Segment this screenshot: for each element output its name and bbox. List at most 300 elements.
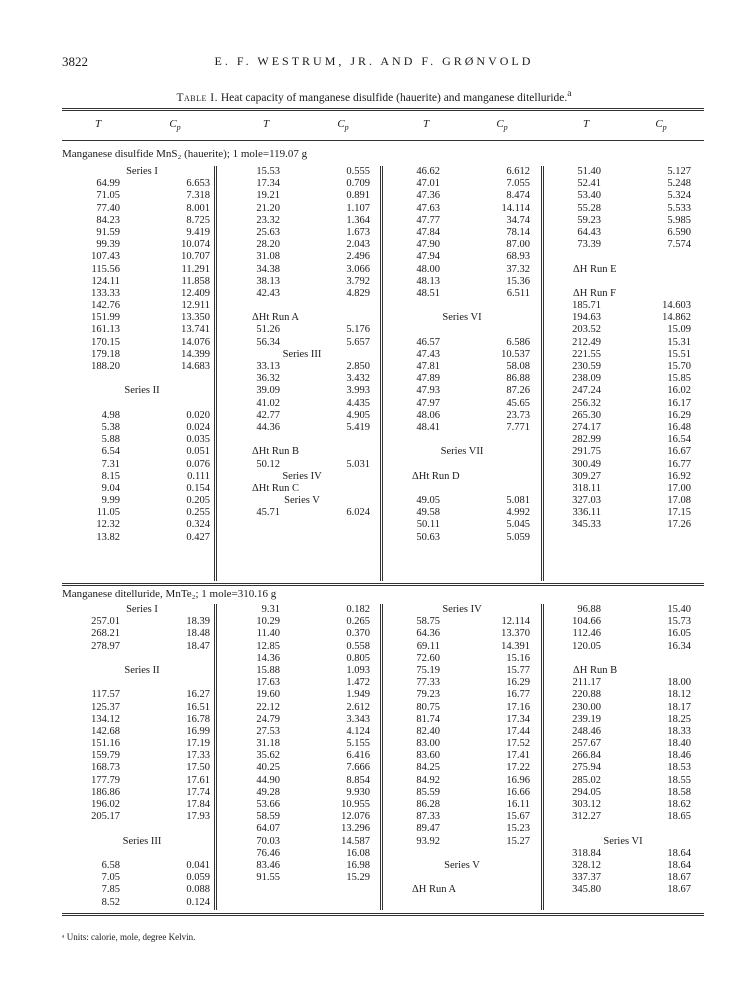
series-heading: Series II [124, 664, 160, 676]
heat-capacity-value: 9.419 [186, 226, 210, 238]
table-row [543, 434, 703, 446]
heat-capacity-value: 16.48 [667, 421, 691, 433]
row-gap [222, 434, 382, 446]
heat-capacity-value: 15.36 [506, 275, 530, 287]
table-row [382, 762, 542, 774]
column-header-t: T [582, 118, 590, 130]
table-row [62, 775, 222, 787]
series-heading: Series III [122, 835, 162, 847]
temperature-value: 327.03 [572, 495, 601, 507]
temperature-value: 9.04 [101, 482, 120, 494]
heat-capacity-value: 17.84 [186, 799, 210, 810]
table-row [62, 483, 222, 495]
temperature-value: 247.24 [572, 385, 601, 397]
heat-capacity-value: 7.666 [346, 762, 370, 774]
heat-capacity-value: 0.059 [186, 872, 210, 884]
table-row [222, 459, 382, 471]
table-row [62, 702, 222, 714]
column-header-cp: $C_p$ [169, 118, 181, 133]
table-row [222, 190, 382, 202]
temperature-value: 230.59 [572, 361, 601, 372]
table-row [222, 848, 382, 860]
series-heading-row [222, 349, 382, 361]
temperature-value: 4.98 [101, 409, 120, 421]
table-row [382, 775, 542, 787]
table-row [543, 726, 703, 738]
heat-capacity-value: 18.64 [667, 859, 691, 871]
heat-capacity-value: 0.020 [186, 409, 210, 421]
temperature-value: 239.19 [572, 713, 601, 725]
heat-capacity-value: 15.09 [667, 324, 691, 336]
temperature-value: 64.07 [256, 823, 280, 835]
heat-capacity-value: 5.657 [346, 336, 370, 348]
heat-capacity-value: 1.107 [346, 202, 370, 214]
heat-capacity-value: 4.124 [346, 725, 370, 737]
table-row [62, 738, 222, 750]
row-gap [382, 434, 542, 446]
table-row [543, 337, 703, 349]
heat-capacity-value: 17.61 [186, 774, 210, 786]
heat-capacity-value: 3.066 [346, 263, 370, 275]
table-row [62, 799, 222, 811]
table-row [543, 750, 703, 762]
row-gap [382, 872, 542, 884]
heat-capacity-value: 18.00 [667, 677, 691, 689]
temperature-value: 256.32 [572, 397, 601, 409]
heat-capacity-value: 0.111 [187, 470, 210, 482]
column-header-t: T [422, 118, 430, 130]
heat-capacity-value: 5.985 [667, 214, 691, 226]
temperature-value: 11.40 [256, 628, 280, 640]
table-row [222, 215, 382, 227]
table-row [62, 337, 222, 349]
heat-capacity-value: 15.85 [667, 373, 691, 385]
temperature-value: 318.11 [572, 482, 601, 494]
heat-capacity-value: 16.34 [667, 640, 691, 652]
table-row [543, 495, 703, 507]
table-row [543, 422, 703, 434]
heat-capacity-value: 5.031 [346, 458, 370, 470]
temperature-value: 238.09 [572, 373, 601, 385]
temperature-value: 104.66 [572, 616, 601, 628]
temperature-value: 5.38 [101, 421, 120, 433]
heat-capacity-value: 10.955 [341, 799, 370, 810]
section-divider-rule [62, 583, 704, 586]
heat-capacity-value: 16.29 [667, 409, 691, 421]
heat-capacity-value: 5.324 [667, 190, 691, 202]
heat-capacity-value: 17.50 [186, 762, 210, 774]
temperature-value: 55.28 [577, 202, 601, 214]
temperature-value: 10.29 [256, 616, 280, 628]
heat-capacity-value: 6.590 [667, 226, 691, 238]
temperature-value: 188.20 [91, 361, 120, 372]
temperature-value: 168.73 [91, 762, 120, 774]
temperature-value: 47.81 [416, 361, 440, 372]
table-row [382, 507, 542, 519]
temperature-value: 230.00 [572, 701, 601, 713]
temperature-value: 318.84 [572, 847, 601, 859]
table-row [543, 373, 703, 385]
heat-capacity-value: 15.29 [346, 872, 370, 884]
heat-capacity-value: 3.343 [346, 713, 370, 725]
heat-capacity-value: 17.00 [667, 482, 691, 494]
heat-capacity-value: 1.364 [346, 214, 370, 226]
table-row [62, 495, 222, 507]
table-row [382, 836, 542, 848]
table-row [62, 811, 222, 823]
table-row [222, 276, 382, 288]
heat-capacity-value: 14.862 [662, 312, 691, 324]
heat-capacity-value: 0.182 [346, 604, 370, 615]
table-row [62, 897, 222, 909]
series-heading-row [382, 604, 542, 616]
table-row [382, 264, 542, 276]
heat-capacity-value: 3.432 [346, 373, 370, 385]
row-gap [62, 398, 222, 410]
table-row [222, 227, 382, 239]
heat-capacity-value: 18.67 [667, 872, 691, 884]
temperature-value: 134.12 [91, 713, 120, 725]
row-gap [62, 848, 222, 860]
temperature-value: 151.99 [91, 312, 120, 324]
temperature-value: 86.28 [416, 799, 440, 810]
temperature-value: 45.71 [256, 507, 280, 519]
temperature-value: 52.41 [577, 178, 601, 190]
table-row [222, 787, 382, 799]
table-row [382, 532, 542, 544]
table-row [543, 190, 703, 202]
heat-capacity-value: 16.92 [667, 470, 691, 482]
table-row [62, 276, 222, 288]
temperature-value: 345.33 [572, 519, 601, 531]
temperature-value: 8.52 [101, 896, 120, 908]
row-gap [222, 300, 382, 312]
row-gap [62, 677, 222, 689]
heat-capacity-value: 16.17 [667, 397, 691, 409]
heat-capacity-value: 6.511 [506, 287, 530, 299]
temperature-value: 194.63 [572, 312, 601, 324]
table-row [382, 665, 542, 677]
table-row [222, 239, 382, 251]
temperature-value: 38.13 [256, 275, 280, 287]
series-heading-row [62, 665, 222, 677]
heat-capacity-value: 18.12 [667, 689, 691, 701]
table-row [222, 750, 382, 762]
table-row [222, 628, 382, 640]
heat-capacity-value: 16.05 [667, 628, 691, 640]
table-row [222, 775, 382, 787]
heat-capacity-value: 4.992 [506, 507, 530, 519]
heat-capacity-value: 15.70 [667, 361, 691, 372]
temperature-value: 84.92 [416, 774, 440, 786]
heat-capacity-value: 13.741 [181, 324, 210, 336]
series-heading: Series V [444, 859, 480, 871]
heat-capacity-value: 2.850 [346, 361, 370, 372]
row-gap [543, 251, 703, 263]
temperature-value: 80.75 [416, 701, 440, 713]
temperature-value: 22.12 [256, 701, 280, 713]
heat-capacity-value: 8.001 [186, 202, 210, 214]
series-heading: Series IV [442, 604, 482, 615]
heat-capacity-value: 18.53 [667, 762, 691, 774]
row-gap [62, 823, 222, 835]
table-row [382, 653, 542, 665]
mnte2-column-4 [543, 604, 703, 897]
temperature-value: 9.31 [261, 604, 280, 615]
heat-capacity-value: 17.15 [667, 507, 691, 519]
heat-capacity-value: 16.66 [506, 786, 530, 798]
heat-capacity-value: 18.33 [667, 725, 691, 737]
table-row [62, 714, 222, 726]
table-row [382, 714, 542, 726]
temperature-value: 265.30 [572, 409, 601, 421]
heat-capacity-value: 0.805 [346, 652, 370, 664]
table-row [222, 653, 382, 665]
heat-capacity-value: 18.40 [667, 738, 691, 750]
table-row [382, 689, 542, 701]
series-heading-row [222, 471, 382, 483]
table-row [543, 178, 703, 190]
heat-capacity-value: 16.11 [506, 799, 530, 810]
heat-capacity-value: 15.31 [667, 336, 691, 348]
table-row [222, 264, 382, 276]
table-row [62, 300, 222, 312]
heat-capacity-value: 0.076 [186, 458, 210, 470]
heat-capacity-value: 4.905 [346, 409, 370, 421]
temperature-value: 17.63 [256, 677, 280, 689]
temperature-value: 85.59 [416, 786, 440, 798]
heat-capacity-value: 5.248 [667, 178, 691, 190]
table-row [543, 628, 703, 640]
temperature-value: 7.85 [101, 884, 120, 896]
page-number: 3822 [62, 54, 88, 69]
table-row [222, 738, 382, 750]
row-gap [543, 823, 703, 835]
temperature-value: 124.11 [91, 275, 120, 287]
table-row [62, 410, 222, 422]
table-row [62, 288, 222, 300]
temperature-value: 28.20 [256, 239, 280, 251]
temperature-value: 47.97 [416, 397, 440, 409]
temperature-value: 159.79 [91, 750, 120, 762]
temperature-value: 93.92 [416, 835, 440, 847]
heat-capacity-value: 17.41 [506, 750, 530, 762]
temperature-value: 151.16 [91, 738, 120, 750]
temperature-value: 205.17 [91, 811, 120, 823]
series-heading-row [382, 860, 542, 872]
table-row [543, 738, 703, 750]
table-row [382, 519, 542, 531]
heat-capacity-value: 18.67 [667, 884, 691, 896]
table-row [62, 203, 222, 215]
table-row [543, 714, 703, 726]
temperature-value: 196.02 [91, 799, 120, 810]
temperature-value: 115.56 [91, 263, 120, 275]
row-gap [62, 373, 222, 385]
heat-capacity-value: 3.792 [346, 275, 370, 287]
table-row [62, 349, 222, 361]
table-row [543, 215, 703, 227]
column-header-cp: $C_p$ [496, 118, 508, 133]
temperature-value: 84.23 [96, 214, 120, 226]
temperature-value: 221.55 [572, 348, 601, 360]
table-row [543, 702, 703, 714]
temperature-value: 9.99 [101, 495, 120, 507]
table-row [382, 288, 542, 300]
temperature-value: 51.26 [256, 324, 280, 336]
heat-capacity-value: 37.32 [506, 263, 530, 275]
table-row [382, 495, 542, 507]
table-row [543, 398, 703, 410]
temperature-value: 75.19 [416, 664, 440, 676]
series-heading-row [382, 312, 542, 324]
table-row [543, 446, 703, 458]
table-row [382, 239, 542, 251]
temperature-value: 112.46 [572, 628, 601, 640]
temperature-value: 211.17 [572, 677, 601, 689]
table-row [382, 750, 542, 762]
temperature-value: 47.90 [416, 239, 440, 251]
series-heading: Series V [284, 495, 320, 507]
heat-capacity-value: 17.52 [506, 738, 530, 750]
temperature-value: 42.77 [256, 409, 280, 421]
temperature-value: 83.46 [256, 859, 280, 871]
heat-capacity-value: 16.02 [667, 385, 691, 397]
heat-capacity-value: 0.555 [346, 166, 370, 177]
temperature-value: 58.75 [416, 616, 440, 628]
heat-capacity-value: 0.051 [186, 446, 210, 458]
temperature-value: 212.49 [572, 336, 601, 348]
series-heading: Series IV [282, 470, 322, 482]
series-heading-row [222, 495, 382, 507]
heat-capacity-value: 15.67 [506, 811, 530, 823]
temperature-value: 186.86 [91, 786, 120, 798]
heat-capacity-value: 58.08 [506, 361, 530, 372]
heat-capacity-value: 0.035 [186, 434, 210, 446]
temperature-value: 31.18 [256, 738, 280, 750]
table-row [222, 337, 382, 349]
table-row [543, 227, 703, 239]
table-row [62, 616, 222, 628]
heat-capacity-value: 0.154 [186, 482, 210, 494]
heat-capacity-value: 0.709 [346, 178, 370, 190]
table-row [222, 324, 382, 336]
table-row [543, 762, 703, 774]
row-gap [543, 276, 703, 288]
table-row [382, 190, 542, 202]
table-row [222, 166, 382, 178]
table-row [382, 787, 542, 799]
row-gap [382, 483, 542, 495]
heat-capacity-value: 3.993 [346, 385, 370, 397]
table-row [382, 251, 542, 263]
table-row [543, 799, 703, 811]
heat-capacity-value: 14.114 [501, 202, 530, 214]
mns2-column-3 [382, 166, 542, 544]
table-row [543, 787, 703, 799]
heat-capacity-value: 12.114 [501, 616, 530, 628]
heat-capacity-value: 15.73 [667, 616, 691, 628]
table-row [543, 641, 703, 653]
table-row [382, 385, 542, 397]
column-header-cp: $C_p$ [337, 118, 349, 133]
run-heading: ΔHt Run D [412, 470, 460, 482]
table-row [62, 641, 222, 653]
table-row [543, 483, 703, 495]
run-heading: ΔH Run F [573, 287, 616, 299]
temperature-value: 15.88 [256, 664, 280, 676]
temperature-value: 17.34 [256, 178, 280, 190]
run-heading: ΔH Run E [573, 263, 617, 275]
table-row [543, 361, 703, 373]
temperature-value: 23.32 [256, 214, 280, 226]
temperature-value: 83.60 [416, 750, 440, 762]
table-row [222, 726, 382, 738]
heat-capacity-value: 16.99 [186, 725, 210, 737]
table-row [222, 203, 382, 215]
heat-capacity-value: 15.23 [506, 823, 530, 835]
temperature-value: 44.36 [256, 421, 280, 433]
series-heading: Series III [282, 348, 322, 360]
table-row [222, 714, 382, 726]
table-row [543, 604, 703, 616]
table-row [382, 166, 542, 178]
temperature-value: 64.43 [577, 226, 601, 238]
temperature-value: 49.58 [416, 507, 440, 519]
heat-capacity-value: 2.612 [346, 701, 370, 713]
temperature-value: 11.05 [96, 507, 120, 519]
temperature-value: 83.00 [416, 738, 440, 750]
table-row [62, 361, 222, 373]
table-row [62, 239, 222, 251]
temperature-value: 34.38 [256, 263, 280, 275]
footnote: ᵃ Units: calorie, mole, degree Kelvin. [62, 932, 196, 942]
mnte2-column-2 [222, 604, 382, 884]
run-heading-row [222, 312, 382, 324]
temperature-value: 336.11 [572, 507, 601, 519]
table-row [62, 190, 222, 202]
temperature-value: 7.05 [101, 872, 120, 884]
run-heading-row [543, 665, 703, 677]
heat-capacity-value: 7.055 [506, 178, 530, 190]
table-label: Table I. [176, 91, 218, 104]
table-row [382, 738, 542, 750]
temperature-value: 56.34 [256, 336, 280, 348]
heat-capacity-value: 14.399 [181, 348, 210, 360]
heat-capacity-value: 17.08 [667, 495, 691, 507]
table-row [382, 823, 542, 835]
heat-capacity-value: 4.829 [346, 287, 370, 299]
table-row [382, 641, 542, 653]
run-heading: ΔHt Run A [252, 312, 300, 324]
heat-capacity-value: 45.65 [506, 397, 530, 409]
run-heading-row [543, 288, 703, 300]
top-rule [62, 108, 704, 111]
temperature-value: 47.77 [416, 214, 440, 226]
heat-capacity-value: 15.27 [506, 835, 530, 847]
heat-capacity-value: 16.96 [506, 774, 530, 786]
table-row [62, 726, 222, 738]
heat-capacity-value: 1.472 [346, 677, 370, 689]
temperature-value: 312.27 [572, 811, 601, 823]
temperature-value: 7.31 [101, 458, 120, 470]
heat-capacity-value: 8.474 [506, 190, 530, 202]
temperature-value: 278.97 [91, 640, 120, 652]
table-caption [0, 88, 748, 104]
heat-capacity-value: 12.409 [181, 287, 210, 299]
temperature-value: 70.03 [256, 835, 280, 847]
temperature-value: 72.60 [416, 652, 440, 664]
